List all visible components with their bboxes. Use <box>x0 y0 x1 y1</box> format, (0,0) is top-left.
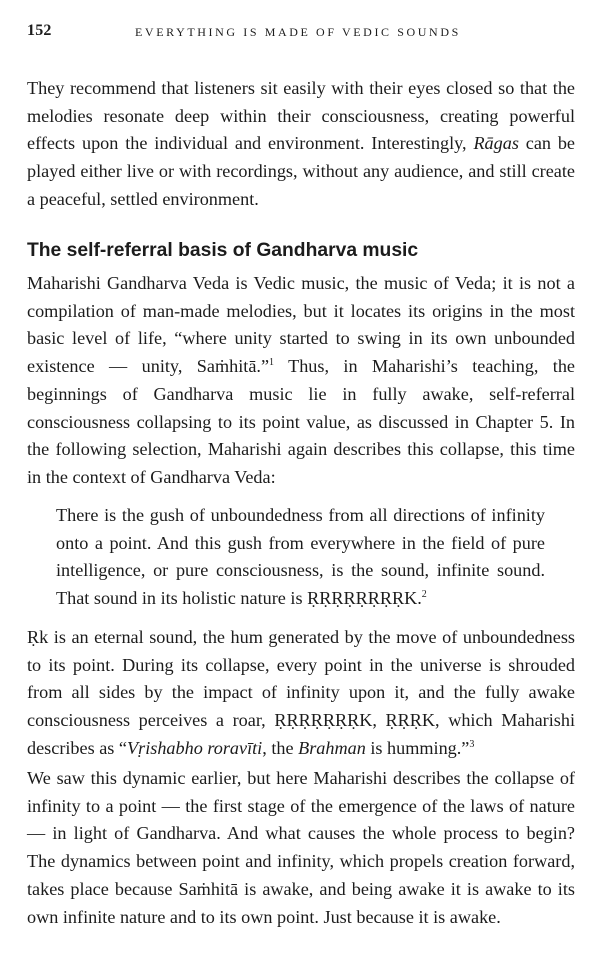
footnote-ref-3: 3 <box>469 738 475 750</box>
running-head: EVERYTHING IS MADE OF VEDIC SOUNDS <box>135 25 461 39</box>
paragraph-3-text-b: , the <box>262 737 299 758</box>
ragas-term: Rāgas <box>473 133 519 154</box>
paragraph-4 <box>27 765 575 931</box>
footnote-ref-2: 2 <box>421 589 427 601</box>
sanskrit-quote: Vṛishabho roravīti <box>127 737 263 758</box>
footnote-ref-1: 1 <box>269 357 275 369</box>
paragraph-3-text-a: Ṛk is an eternal sound, the hum generated by the move of unboundedness to its point. During its collapse, every point in the universe is shrouded from all sides by the impact of infinity upon it, and the fully awake consciousness perceives a roar, ṚṚṚṚṚṚṚK, ṚṚṚK, which Maharishi describes as “ <box>27 627 575 758</box>
paragraph-1-text-a: They recommend that listeners sit easily with their eyes closed so that the melodies resonate deep within their consciousness, creating powerful effects upon the individual and environment. Interestingly, <box>27 78 575 154</box>
blockquote <box>56 502 545 613</box>
paragraph-2-text-b: Thus, in Maharishi’s teaching, the beginnings of Gandharva music lie in fully awake, self-referral consciousness collapsing to its point value, as discussed in Chapter 5. In the following selection, Maharishi again describes this collapse, this time in the context of Gandharva Veda: <box>27 356 575 487</box>
paragraph-2-text-a: Maharishi Gandharva Veda is Vedic music, the music of Veda; it is not a compilation of man-made melodies, but it locates its origins in the most basic level of life, “where unity started to swing in its own unbounded existence — unity, Saṁhitā.” <box>27 273 575 377</box>
brahman-term: Brahman <box>298 737 366 758</box>
paragraph-1 <box>27 75 575 214</box>
page-number: 152 <box>27 22 52 39</box>
paragraph-4-text: We saw this dynamic earlier, but here Maharishi describes the collapse of infinity to a point — the first stage of the emergence of the laws of nature — in light of Gandharva. And what causes the whole process to begin? The dynamics between point and infinity, which propels creation forward, takes place because Saṁhitā is awake, and being awake it is awake to its own infinite nature and to its own point. Just because it is awake. <box>27 768 575 927</box>
paragraph-2 <box>27 270 575 492</box>
page-header <box>27 22 573 44</box>
blockquote-text: There is the gush of unboundedness from all directions of infinity onto a point. And this gush from everywhere in the field of pure intelligence, or pure consciousness, is the sound, infinite sound. That sound in its holistic nature is ṚṚṚṚṚṚṚṚK. <box>56 505 545 609</box>
paragraph-1-text-b: can be played either live or with recordings, without any audience, and still create a peaceful, settled environment. <box>27 133 576 209</box>
paragraph-3 <box>27 624 575 763</box>
section-heading: The self-referral basis of Gandharva music <box>27 240 419 261</box>
paragraph-3-text-c: is humming.” <box>365 737 470 758</box>
